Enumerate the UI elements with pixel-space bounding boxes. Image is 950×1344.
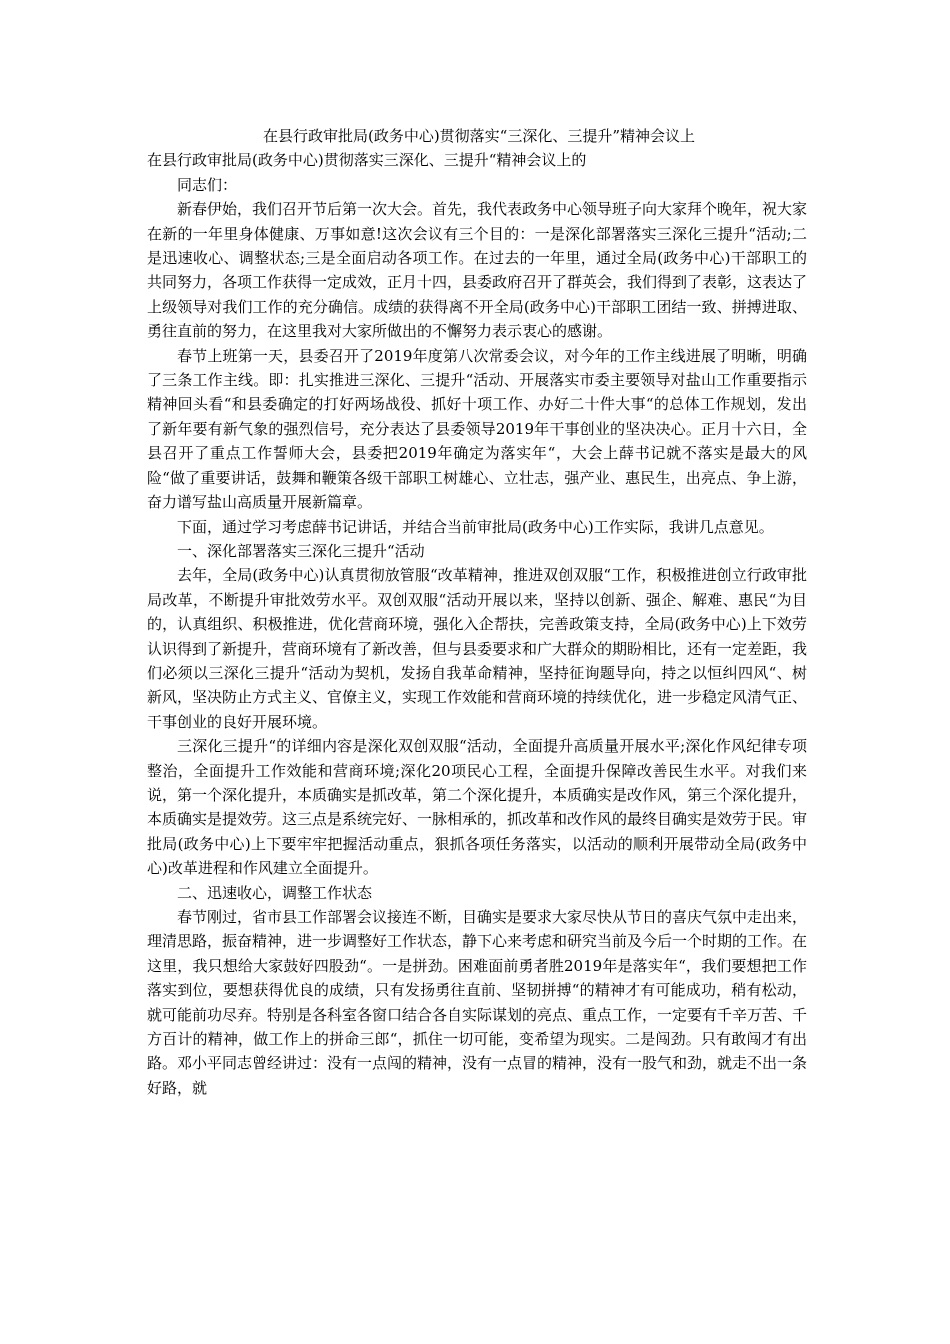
section-heading-1: 一、深化部署落实三深化三提升“活动 [177,541,425,560]
section-heading-2: 二、迅速收心，调整工作状态 [177,883,373,902]
paragraph-work-lines: 春节上班第一天，县委召开了2019年度第八次常委会议，对今年的工作主线进展了明晰，明确了三条工作主线。即：扎实推进三深化、三提升“活动、开展落实市委主要领导对盐山工作重要指示精神回头看“和县委确定的打好两场战役、抓好十项工作、办好二十件大事“的总体工作规划，发出了新年要有新气象的强烈信号，充分表达了县委领导2019年干事创业的坚决决心。正月十六日，全县召开了重点工作誓师大会，县委把2019年确定为落实年“，大会上薛书记就不落实是最大的风险“做了重要讲话，鼓舞和鞭策各级干部职工树雄心、立壮志，强产业、惠民生，出亮点、争上游，奋力谱写盐山高质量开展新篇章。 [147,346,807,512]
paragraph-opening: 新春伊始，我们召开节后第一次大会。首先，我代表政务中心领导班子向大家拜个晚年，祝大家在新的一年里身体健康、万事如意!这次会议有三个目的：一是深化部署落实三深化三提升“活动;二是迅速收心、调整状态;三是全面启动各项工作。在过去的一年里，通过全局(政务中心)干部职工的共同努力，各项工作获得一定成效，正月十四，县委政府召开了群英会，我们得到了表彰，这表达了上级领导对我们工作的充分确信。成绩的获得离不开全局(政务中心)干部职工团结一致、拼搏进取、勇往直前的努力，在这里我对大家所做出的不懈努力表示衷心的感谢。 [147,200,808,341]
salutation: 同志们： [177,175,238,194]
document-title: 在县行政审批局(政务中心)贯彻落实“三深化、三提升”精神会议上 [262,127,696,145]
document-body [147,124,807,1100]
paragraph-section1-a: 去年，全局(政务中心)认真贯彻放管服“改革精神，推进双创双服“工作，积极推进创立行政审批局改革，不断提升审批效劳水平。双创双服“活动开展以来，坚持以创新、强企、解难、惠民“为目的，认真组织、积极推进，优化营商环境，强化入企帮扶，完善政策支持，全局(政务中心)上下效劳认识得到了新提升，营商环境有了新改善，但与县委要求和广大群众的期盼相比，还有一定差距，我们必须以三深化三提升“活动为契机，发扬自我革命精神，坚持征询题导向，持之以恒纠四风“、树新风，坚决防止方式主义、官僚主义，实现工作效能和营商环境的持续优化，进一步稳定风清气正、干事创业的良好开展环境。 [147,566,808,731]
document-subtitle: 在县行政审批局(政务中心)贯彻落实三深化、三提升“精神会议上的 [147,151,587,170]
paragraph-transition: 下面，通过学习考虑薛书记讲话，并结合当前审批局(政务中心)工作实际，我讲几点意见。 [177,517,774,536]
paragraph-section1-b: 三深化三提升“的详细内容是深化双创双服“活动，全面提升高质量开展水平;深化作风纪律专项整治，全面提升工作效能和营商环境;深化20项民心工程，全面提升保障改善民生水平。对我们来说，第一个深化提升，本质确实是抓改革，第二个深化提升，本质确实是改作风，第三个深化提升，本质确实是提效劳。这三点是系统完好、一脉相承的，抓改革和改作风的最终目确实是效劳于民。审批局(政务中心)上下要牢牢把握活动重点，狠抓各项任务落实，以活动的顺利开展带动全局(政务中心)改革进程和作风建立全面提升。 [147,737,808,878]
paragraph-section2-a: 春节刚过，省市县工作部署会议接连不断，目确实是要求大家尽快从节日的喜庆气氛中走出来，理清思路，振奋精神，进一步调整好工作状态，静下心来考虑和研究当前及今后一个时期的工作。在这里，我只想给大家鼓好四股劲“。一是拼劲。困难面前勇者胜2019年是落实年“，我们要想把工作落实到位，要想获得优良的成绩，只有发扬勇往直前、坚韧拼搏“的精神才有可能成功，稍有松动，就可能前功尽弃。特别是各科室各窗口结合各自实际谋划的亮点、重点工作，一定要有千辛万苦、千方百计的精神，做工作上的拼命三郎“，抓住一切可能，变希望为现实。二是闯劲。只有敢闯才有出路。邓小平同志曾经讲过：没有一点闯的精神，没有一点冒的精神，没有一股气和劲，就走不出一条好路，就 [147,908,808,1097]
